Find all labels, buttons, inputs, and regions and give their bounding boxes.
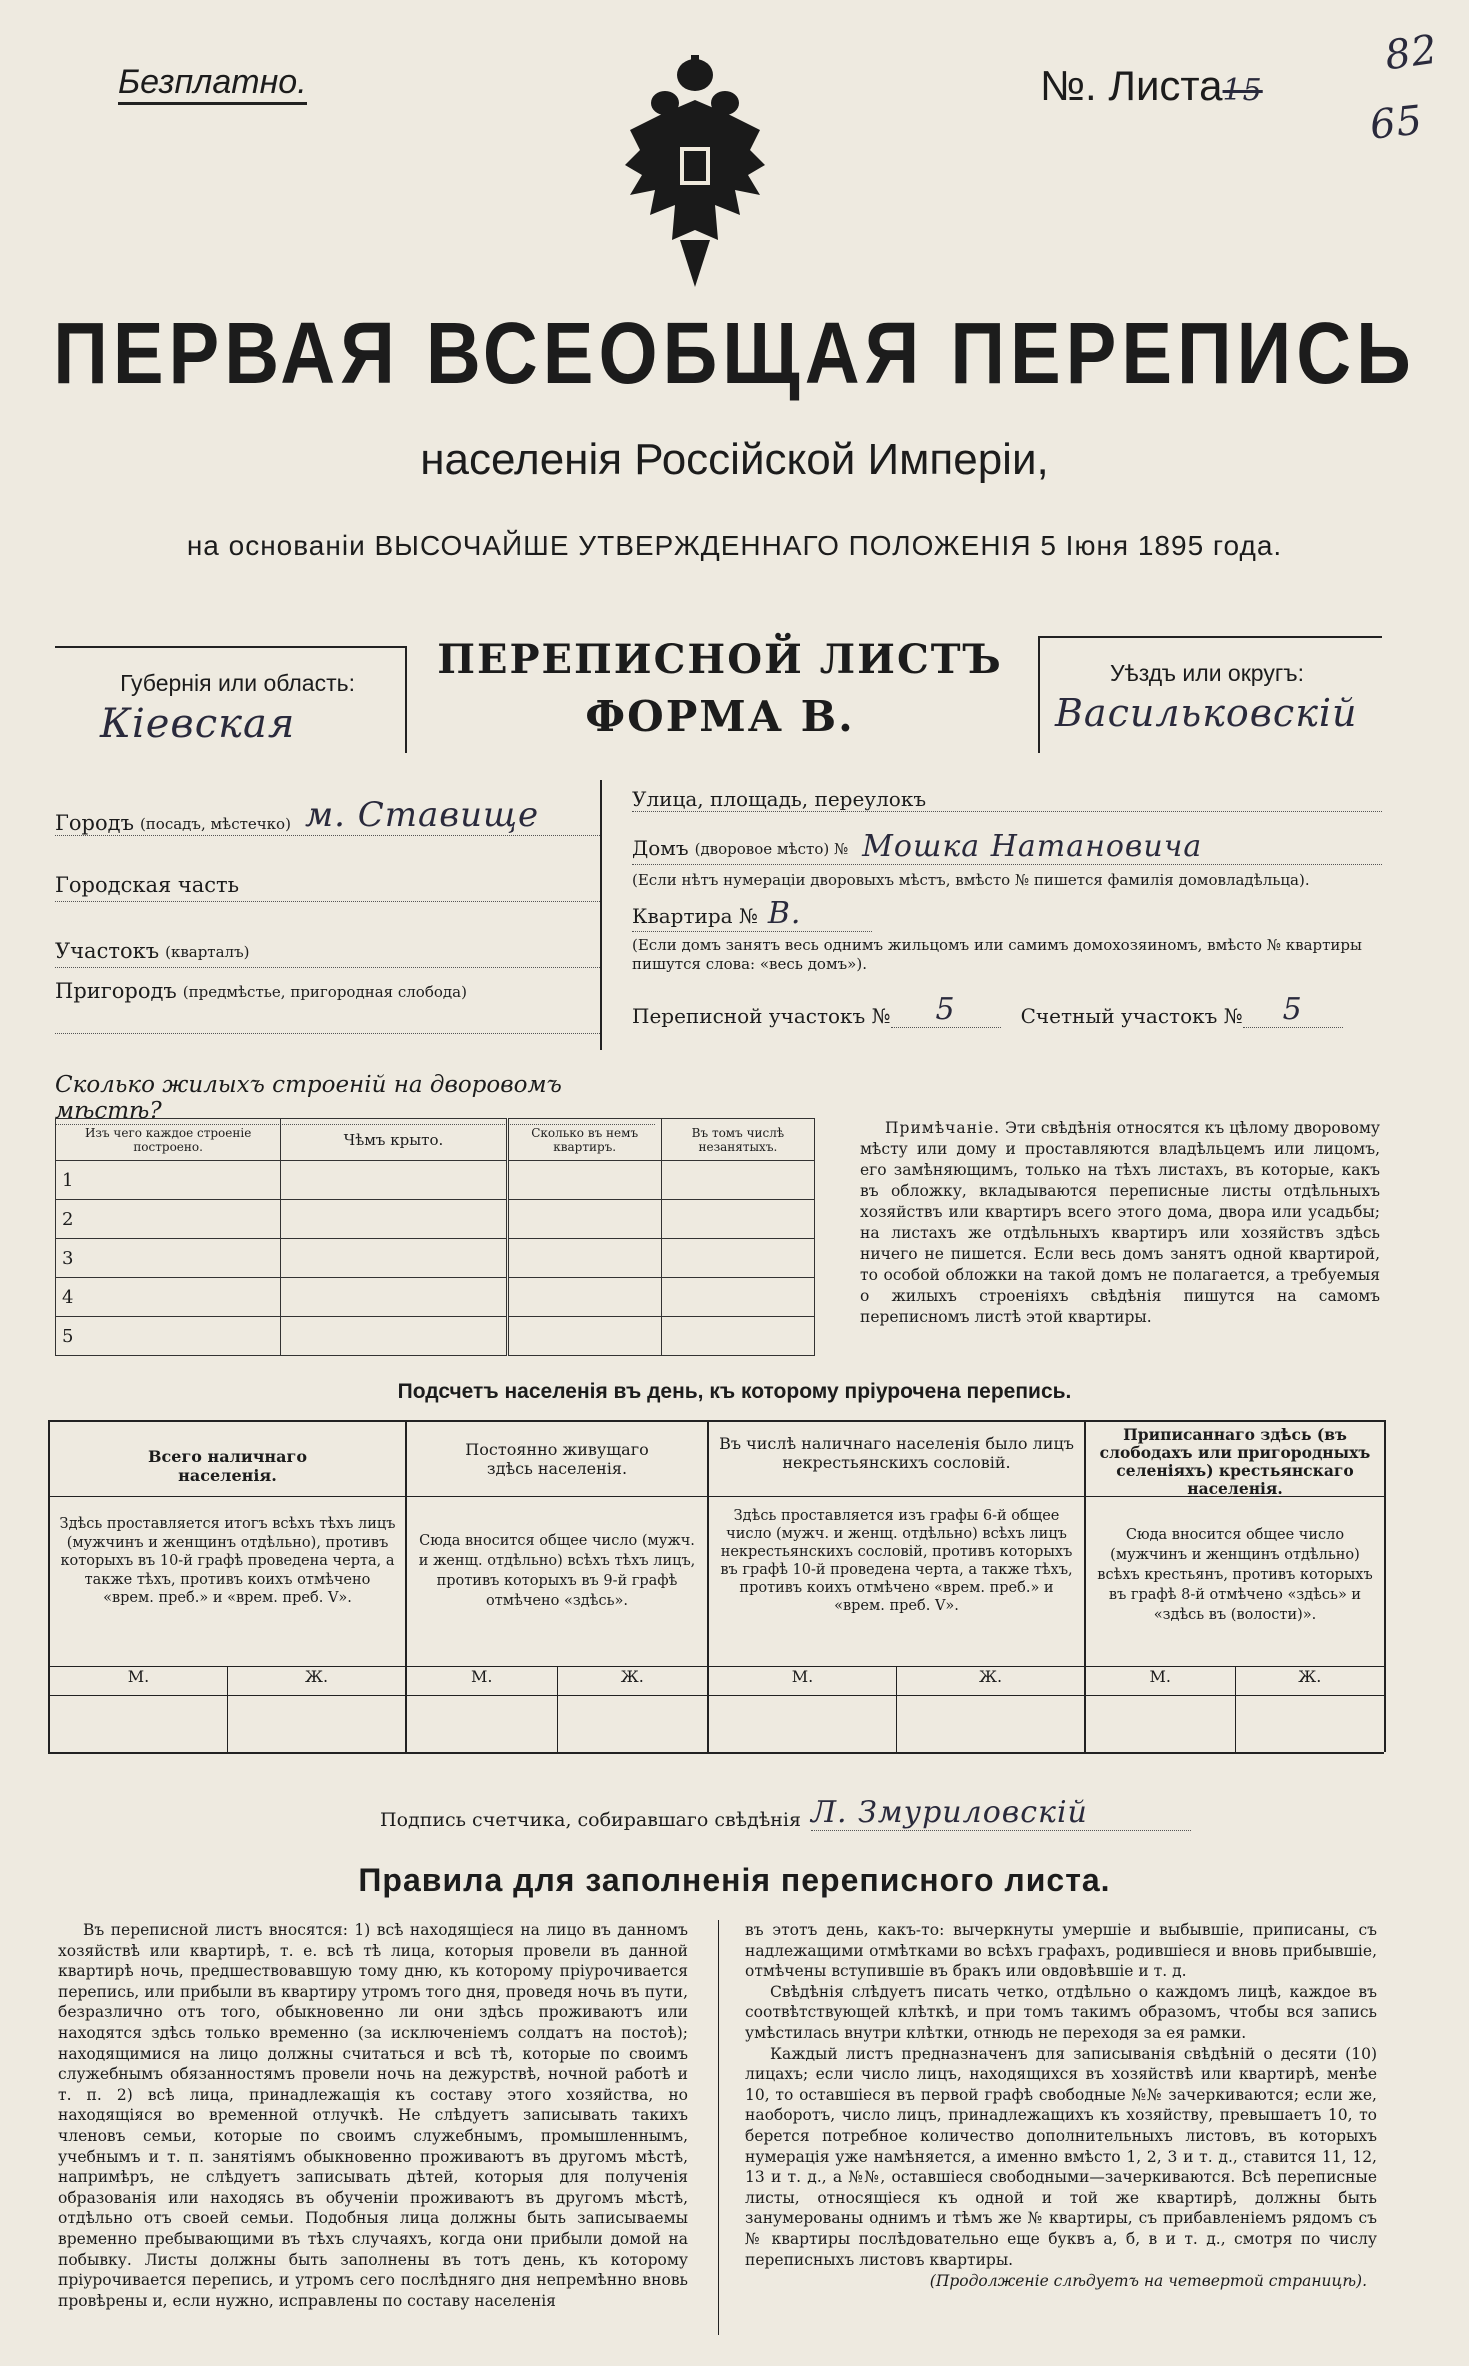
population-column [1086, 1422, 1384, 1752]
address-left [55, 775, 600, 1034]
buildings-cell [507, 1200, 661, 1239]
apartment-value: В. [767, 896, 802, 931]
apartment-label: Квартира № [632, 904, 758, 928]
house-label: Домъ [632, 836, 689, 860]
signature-row [380, 1795, 1191, 1831]
uezd-label: Уѣздъ или округъ: [1110, 660, 1304, 686]
population-f-cell [897, 1667, 1084, 1752]
population-m-label: М. [50, 1667, 227, 1696]
buildings-col-material: Изъ чего каждое строеніе построено. [56, 1119, 281, 1161]
buildings-cell [281, 1200, 507, 1239]
city-part-row [55, 836, 600, 902]
buildings-cell [661, 1278, 814, 1317]
city-label: Городъ [55, 811, 134, 835]
uchastok-label: Участокъ [55, 939, 160, 963]
census-district-label: Переписной участокъ № [632, 1004, 891, 1028]
population-mf-row [1086, 1667, 1384, 1752]
signature-value: Л. Змуриловскій [811, 1795, 1191, 1831]
apartment-note: (Если домъ занятъ весь однимъ жильцомъ или самимъ домохозяиномъ, вмѣсто № квартиры пишутся слова: «весь домъ»). [632, 936, 1362, 973]
sheet-number-value: 15 [1222, 73, 1263, 108]
population-m-label: М. [1086, 1667, 1235, 1696]
population-mf-row [709, 1667, 1084, 1752]
population-f-cell [558, 1667, 708, 1752]
population-col-header: Всего наличнаго населенія. [50, 1422, 405, 1497]
prigorod-hint: (предмѣстье, пригородная слобода) [182, 983, 467, 1001]
census-basis: на основаніи ВЫСОЧАЙШЕ УТВЕРЖДЕННАГО ПОЛОЖЕНІЯ 5 Іюня 1895 года. [186, 530, 1283, 561]
population-f-cell [228, 1667, 405, 1752]
buildings-col-vacant: Въ томъ числѣ незанятыхъ. [661, 1119, 814, 1161]
population-col-desc: Сюда вносится общее число (мужчинъ и женщинъ отдѣльно) всѣхъ крестьянъ, противъ которыхъ въ графѣ 8-й отмѣчено «здѣсь» и «здѣсь въ (волости)». [1086, 1497, 1384, 1667]
census-subtitle: населенія Россійской Имперіи, [420, 435, 1049, 484]
sheet-number [1040, 62, 1263, 110]
rules-right-column [745, 1920, 1377, 2290]
city-row [55, 775, 600, 836]
population-f-label: Ж. [558, 1667, 708, 1696]
buildings-cell [281, 1317, 507, 1356]
free-label: Безплатно. [118, 62, 307, 105]
note-text: Эти свѣдѣнія относятся къ цѣлому дворовому мѣсту или дому и проставляются владѣльцемъ или лицомъ, его замѣняющимъ, только на тѣхъ листахъ, въ которые, какъ въ обложку, вкладываются переписные листы отдѣльныхъ хозяйствъ или квартиръ всего этого дома, двора или усадьбы; на листахъ же отдѣльныхъ квартиръ или хозяйствъ здѣсь ничего не пишется. Если весь домъ занятъ одной квартирой, то особой обложки на такой домъ не полагается, а требуемыя о жилыхъ строеніяхъ свѣдѣнія пишутся на самомъ переписномъ листѣ этой квартиры. [860, 1119, 1380, 1326]
buildings-cell [661, 1239, 814, 1278]
population-column [50, 1422, 407, 1752]
buildings-row [56, 1278, 815, 1317]
population-f-label: Ж. [1236, 1667, 1385, 1696]
buildings-cell [507, 1317, 661, 1356]
population-mf-row [407, 1667, 707, 1752]
buildings-note [860, 1118, 1380, 1328]
buildings-question: Сколько жилыхъ строеній на дворовомъ мѣстѣ? [55, 1072, 562, 1124]
city-part-label: Городская часть [55, 873, 240, 897]
uezd-box [1038, 636, 1382, 753]
signature-label: Подпись счетчика, собиравшаго свѣдѣнія [380, 1809, 801, 1831]
rules-right-para-1: въ этотъ день, какъ-то: вычеркнуты умершіе и выбывшіе, приписаны, съ надлежащими отмѣтками во всѣхъ графахъ, родившіеся и вновь прибывшіе, отмѣчены вступившіе въ бракъ или овдовѣвшіе и т. д. [745, 1921, 1377, 1981]
gubernia-label: Губернія или область: [120, 670, 355, 696]
buildings-row-number: 2 [56, 1200, 281, 1239]
form-name: ПЕРЕПИСНОЙ ЛИСТЪ [437, 636, 1003, 683]
population-mf-row [50, 1667, 405, 1752]
house-note: (Если нѣтъ нумераціи дворовыхъ мѣстъ, вмѣсто № пишется фамилія домовладѣльца). [632, 871, 1310, 889]
buildings-col-apartments: Сколько въ немъ квартиръ. [507, 1119, 661, 1161]
rules-divider [718, 1920, 719, 2335]
rules-continued: (Продолженіе слѣдуетъ на четвертой страницѣ). [929, 2272, 1367, 2291]
buildings-cell [507, 1278, 661, 1317]
address-divider [600, 780, 602, 1050]
population-f-label: Ж. [897, 1667, 1084, 1696]
rules-left-column: Въ переписной листъ вносятся: 1) всѣ находящіеся на лицо въ данномъ хозяйствѣ или квартирѣ, т. е. всѣ тѣ лица, которыя провели въ данной квартирѣ ночь, предшествовавшую тому дню, къ которому пріурочивается перепись, или прибыли въ квартиру утромъ того дня, проведя ночь въ пути, безразлично отъ того, обыкновенно ли они здѣсь проживаютъ или находятся здѣсь только временно (за исключеніемъ солдатъ на постоѣ); находящимися на лицо должны считаться и всѣ тѣ, которые по своимъ служебнымъ обязанностямъ провели ночь на дежурствѣ, ночной работѣ и т. п. 2) всѣ лица, принадлежащія къ составу этого хозяйства, но находящіяся во временной отлучкѣ. Не слѣдуетъ записывать такихъ членовъ семьи, которые по своимъ служебнымъ, промышленнымъ, учебнымъ и т. п. занятіямъ обыкновенно проживаютъ въ другомъ мѣстѣ, напримѣръ, не слѣдуетъ записывать дѣтей, которыя для полученія образованія или находясь въ обученіи проживаютъ въ другомъ мѣстѣ, отдѣльно отъ своей семьи. Подобныя лица должны быть записываемы временно пребывающими въ тѣхъ случаяхъ, когда они прибыли домой на побывку. Листы должны быть заполнены въ тотъ день, къ которому пріурочивается перепись, и утромъ сего послѣдняго дня непремѣнно вновь провѣрены и, если нужно, исправлены по составу населенія [58, 1921, 688, 2310]
buildings-col-roof: Чѣмъ крыто. [281, 1119, 507, 1161]
population-m-cell [407, 1667, 558, 1752]
buildings-cell [281, 1161, 507, 1200]
district-row [632, 992, 1382, 1028]
population-m-cell [709, 1667, 897, 1752]
corner-number-top: 82 [1382, 26, 1441, 80]
gubernia-value: Кіевская [100, 701, 296, 747]
population-col-desc: Здѣсь проставляется итогъ всѣхъ тѣхъ лицъ (мужчинъ и женщинъ отдѣльно), противъ которыхъ въ 10-й графѣ проведена черта, а также тѣхъ, противъ коихъ отмѣчено «врем. преб.» и «врем. преб. V». [50, 1497, 405, 1667]
buildings-table [55, 1118, 815, 1356]
population-f-cell [1236, 1667, 1385, 1752]
uchastok-row [55, 902, 600, 968]
population-column [407, 1422, 709, 1752]
buildings-row [56, 1239, 815, 1278]
note-label: Примѣчаніе. [885, 1119, 1001, 1137]
uezd-value: Васильковскій [1055, 691, 1358, 735]
population-m-label: М. [709, 1667, 896, 1696]
gubernia-box [55, 646, 407, 753]
population-f-label: Ж. [228, 1667, 405, 1696]
population-m-cell [1086, 1667, 1236, 1752]
buildings-row [56, 1317, 815, 1356]
buildings-cell [507, 1161, 661, 1200]
rules-right-para-2: Свѣдѣнія слѣдуетъ писать четко, отдѣльно о каждомъ лицѣ, каждое въ соотвѣтствующей клѣткѣ, и при томъ такимъ образомъ, чтобы вся запись умѣстилась внутри клѣтки, отнюдь не переходя за ея рамки. [745, 1982, 1377, 2042]
street-row [632, 775, 1382, 812]
buildings-cell [281, 1278, 507, 1317]
census-title: ПЕРВАЯ ВСЕОБЩАЯ ПЕРЕПИСЬ [53, 304, 1416, 403]
corner-number-bottom: 65 [1367, 97, 1426, 149]
population-table [48, 1420, 1386, 1752]
house-value: Мошка Натановича [862, 829, 1203, 864]
population-col-header: Приписаннаго здѣсь (въ слободахъ или пригородныхъ селеніяхъ) крестьянскаго населенія. [1086, 1422, 1384, 1497]
apartment-row [632, 889, 872, 932]
buildings-row-number: 3 [56, 1239, 281, 1278]
buildings-row-number: 1 [56, 1161, 281, 1200]
buildings-cell [661, 1161, 814, 1200]
rules-right-para-3: Каждый листъ предназначенъ для записыванія свѣдѣній о десяти (10) лицахъ; если число лицъ, находящихся въ хозяйствѣ или квартирѣ, менѣе 10, то оставшіеся въ первой графѣ свободные №№ зачеркиваются; если же, наоборотъ, число лицъ, принадлежащихъ къ хозяйству, превышаетъ 10, то берется потребное количество дополнительныхъ листовъ, въ которыхъ нумерація уже намѣняется, а именно вмѣсто 1, 2, 3 и т. д., ставится 11, 12, 13 и т. д., а №№, оставшіеся свободными—зачеркиваются. Всѣ переписные листы, относящіеся къ одной и той же квартирѣ, должны быть занумерованы однимъ и тѣмъ же № квартиры, съ прибавленіемъ рядомъ съ № квартиры послѣдовательно еще буквъ а, б, в и т. д., смотря по числу переписныхъ листовъ квартиры. [745, 2044, 1377, 2269]
population-col-header: Въ числѣ наличнаго населенія было лицъ некрестьянскихъ сословій. [709, 1422, 1084, 1497]
street-label: Улица, площадь, переулокъ [632, 787, 927, 811]
population-col-header: Постоянно живущаго здѣсь населенія. [407, 1422, 707, 1497]
uchastok-hint: (кварталъ) [165, 943, 250, 961]
population-m-cell [50, 1667, 228, 1752]
buildings-cell [661, 1317, 814, 1356]
rules-title: Правила для заполненія переписного листа. [358, 1862, 1111, 1898]
buildings-cell [661, 1200, 814, 1239]
population-title: Подсчетъ населенія въ день, къ которому пріурочена перепись. [397, 1380, 1072, 1403]
buildings-row-number: 5 [56, 1317, 281, 1356]
city-value: м. Ставище [304, 795, 540, 835]
counting-district-label: Счетный участокъ № [1020, 1004, 1243, 1028]
buildings-header-row [56, 1119, 815, 1161]
census-district-value: 5 [891, 992, 1001, 1028]
house-row [632, 812, 1382, 865]
prigorod-row [55, 968, 600, 1034]
population-col-desc: Здѣсь проставляется изъ графы 6-й общее число (мужч. и женщ. отдѣльно) всѣхъ лицъ некрестьянскихъ сословій, противъ которыхъ въ графѣ 10-й проведена черта, а также тѣхъ, противъ коихъ отмѣчено «врем. преб.» и «врем. преб. V». [709, 1497, 1084, 1667]
buildings-row [56, 1200, 815, 1239]
population-m-label: М. [407, 1667, 557, 1696]
form-header-box [55, 636, 1380, 756]
house-hint: (дворовое мѣсто) № [694, 840, 849, 858]
buildings-row-number: 4 [56, 1278, 281, 1317]
population-bottom-line [48, 1752, 1384, 1754]
counting-district-value: 5 [1243, 992, 1343, 1028]
sheet-number-label: №. Листа [1040, 62, 1223, 109]
coat-of-arms-emblem [620, 55, 770, 290]
buildings-cell [507, 1239, 661, 1278]
population-col-desc: Сюда вносится общее число (мужч. и женщ. отдѣльно) всѣхъ тѣхъ лицъ, противъ которыхъ въ 9-й графѣ отмѣчено «здѣсь». [407, 1497, 707, 1667]
buildings-cell [281, 1239, 507, 1278]
form-type: ФОРМА В. [585, 692, 855, 741]
address-right [632, 775, 1382, 1028]
buildings-row [56, 1161, 815, 1200]
city-hint: (посадъ, мѣстечко) [139, 815, 291, 833]
population-column [709, 1422, 1086, 1752]
prigorod-label: Пригородъ [55, 979, 177, 1003]
